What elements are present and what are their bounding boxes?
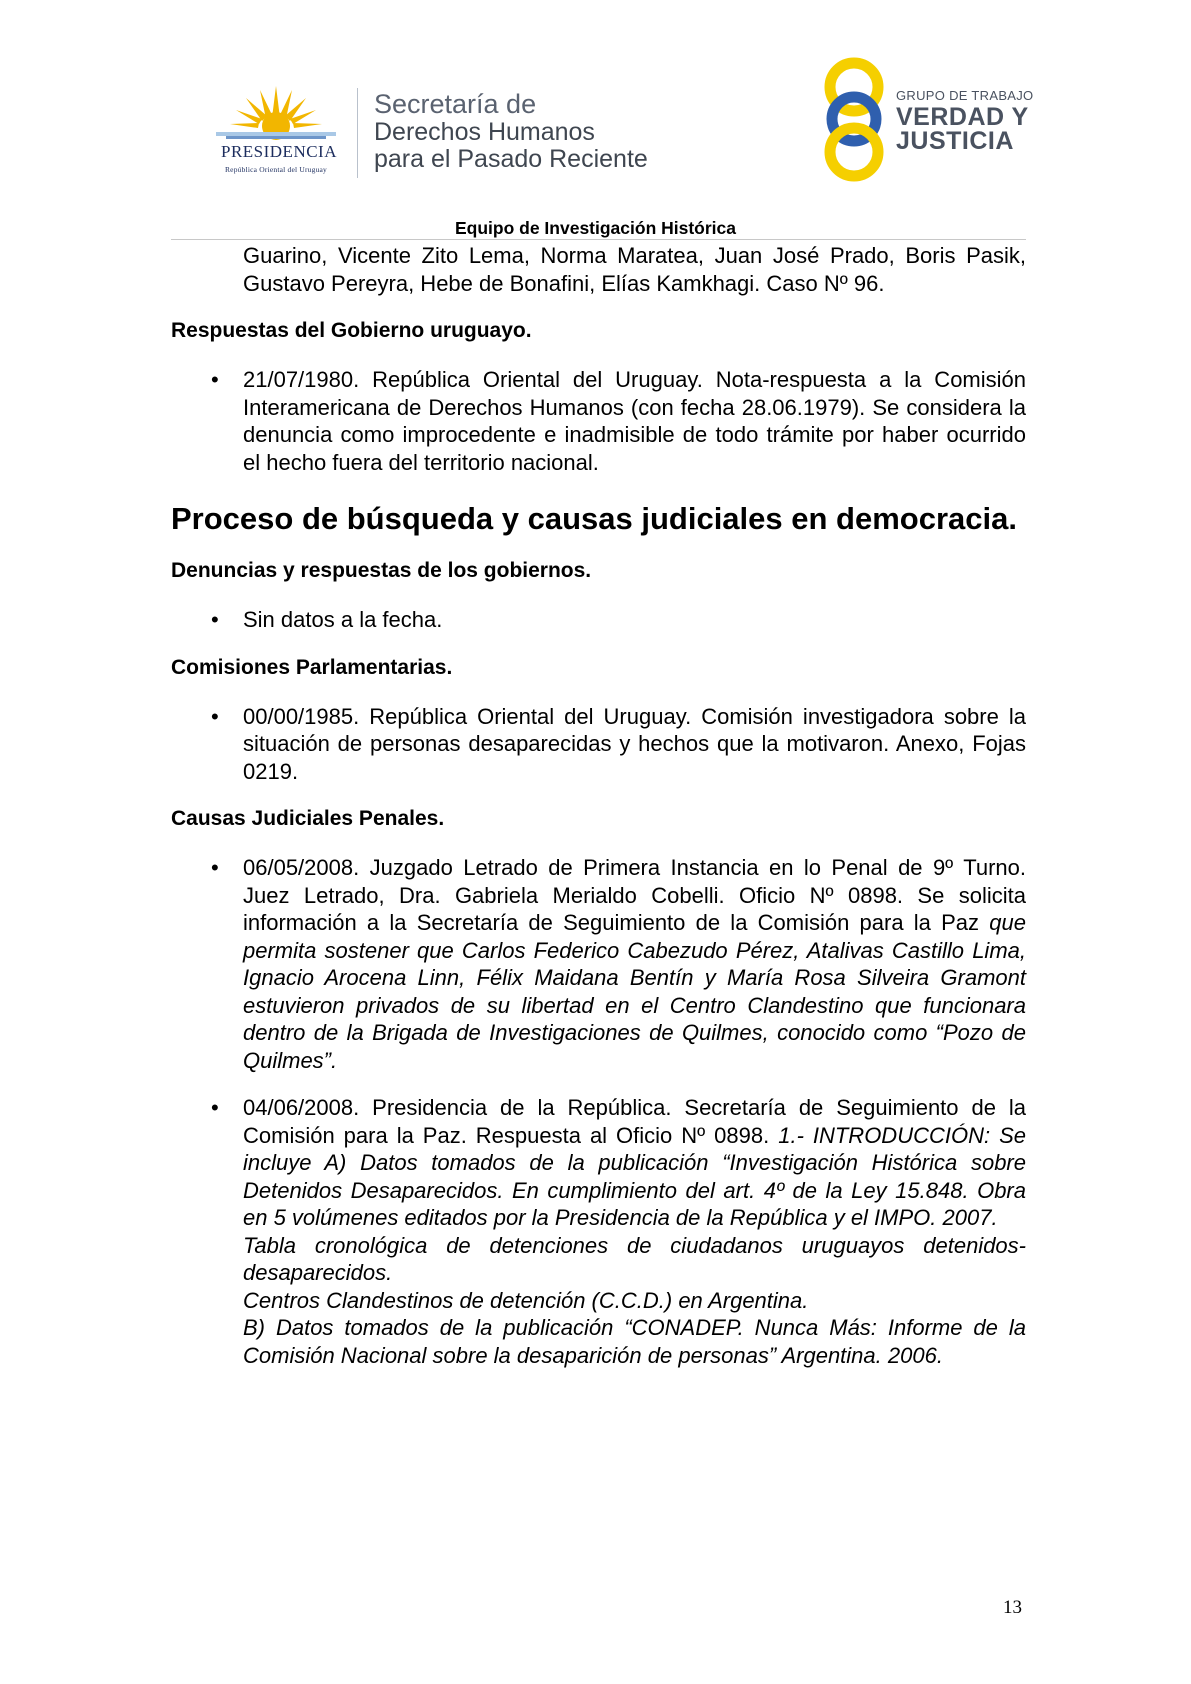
heading-comisiones: Comisiones Parlamentarias. (171, 655, 453, 679)
header-rule (171, 239, 1026, 240)
causas-item-1-text (243, 854, 1026, 1074)
heading-respuestas: Respuestas del Gobierno uruguayo. (171, 319, 532, 342)
header-divider (357, 88, 358, 178)
continuation-paragraph: Guarino, Vicente Zito Lema, Norma Maratea, Juan José Prado, Boris Pasik, Gustavo Pereyra, Hebe de Bonafini, Elías Kamkhagi. Caso Nº 96. (243, 243, 1026, 296)
causas-item-1-italic: que permita sostener que Carlos Federico Cabezudo Pérez, Atalivas Castillo Lima, Ignacio Arocena Linn, Félix Maidana Bentín y María Rosa Silveira Gramont estuvieron privados de su libertad en el Centro Clandestino que funcionara dentro de la Brigada de Investigaciones de Quilmes, conocido como “Pozo de Quilmes”. (243, 910, 1026, 1073)
bullet-marker: • (211, 855, 219, 880)
list-item (171, 1094, 1026, 1369)
list-item (171, 854, 1026, 1074)
bullet-marker: • (211, 367, 219, 392)
causas-item-2-text (243, 1094, 1026, 1232)
causas-item-2-italic-1: 1.- INTRODUCCIÓN: Se incluye A) Datos tomados de la publicación “Investigación Histórica sobre Detenidos Desaparecidos. En cumplimiento del art. 4º de la Ley 15.848. Obra en 5 volúmenes editados por la Presidencia de la República y el IMPO. 2007. (243, 1122, 1026, 1230)
gtvj-line-3: JUSTICIA (896, 127, 1014, 155)
list-item (171, 606, 1026, 634)
causas-item-2-italic-4: B) Datos tomados de la publicación “CONADEP. Nunca Más: Informe de la Comisión Nacional sobre la desaparición de personas” Argentina. 2006. (243, 1315, 1026, 1368)
page-number: 13 (1003, 1597, 1022, 1618)
bullet-marker: • (211, 607, 219, 632)
heading-proceso: Proceso de búsqueda y causas judiciales en democracia. (171, 501, 1017, 536)
causas-item-1-plain: 06/05/2008. Juzgado Letrado de Primera Instancia en lo Penal de 9º Turno. Juez Letrado, Dra. Gabriela Merialdo Cobelli. Oficio Nº 0898. Se solicita información a la Secretaría de Seguimiento de la Comisión para la Paz (243, 855, 1026, 935)
denuncias-item-text: Sin datos a la fecha. (243, 607, 443, 632)
interlocking-rings-icon (820, 55, 890, 185)
bullet-marker: • (211, 1095, 219, 1120)
document-body (171, 242, 1026, 1369)
sun-emblem-icon (196, 78, 356, 142)
heading-causas: Causas Judiciales Penales. (171, 807, 445, 830)
page-header (0, 0, 1191, 250)
causas-item-2-italic-3: Centros Clandestinos de detención (C.C.D.) en Argentina. (243, 1287, 809, 1313)
causas-item-2-italic-2: Tabla cronológica de detenciones de ciudadanos uruguayos detenidos-desaparecidos. (243, 1232, 1026, 1285)
respuestas-item-text: 21/07/1980. República Oriental del Uruguay. Nota-respuesta a la Comisión Interamericana de Derechos Humanos (con fecha 28.06.1979). Se considera la denuncia como improcedente e inadmisible de todo trámite por haber ocurrido el hecho fuera del territorio nacional. (243, 367, 1026, 475)
secretaria-line-2: Derechos Humanos (374, 118, 595, 146)
list-item (171, 366, 1026, 476)
gtvj-line-1: GRUPO DE TRABAJO (896, 88, 1034, 103)
gtvj-line-2: VERDAD Y (896, 103, 1029, 131)
list-item (171, 703, 1026, 786)
comisiones-item-text: 00/00/1985. República Oriental del Uruguay. Comisión investigadora sobre la situación de personas desaparecidas y hechos que la motivaron. Anexo, Fojas 0219. (243, 703, 1026, 784)
presidencia-subtitle: República Oriental del Uruguay (224, 165, 327, 174)
secretaria-line-1: Secretaría de (374, 89, 537, 119)
causas-item-2-plain: 04/06/2008. Presidencia de la República. Secretaría de Seguimiento de la Comisión para la Paz. Respuesta al Oficio Nº 0898. (243, 1095, 1026, 1148)
grupo-verdad-justicia-logo (820, 55, 1035, 185)
heading-denuncias: Denuncias y respuestas de los gobiernos. (171, 559, 592, 582)
presidencia-wordmark: PRESIDENCIA (220, 142, 337, 161)
bullet-marker: • (211, 703, 219, 729)
secretaria-line-3: para el Pasado Reciente (374, 145, 648, 173)
team-title: Equipo de Investigación Histórica (454, 218, 737, 238)
secretaria-wordmark (374, 90, 714, 173)
presidencia-logo (196, 78, 356, 178)
